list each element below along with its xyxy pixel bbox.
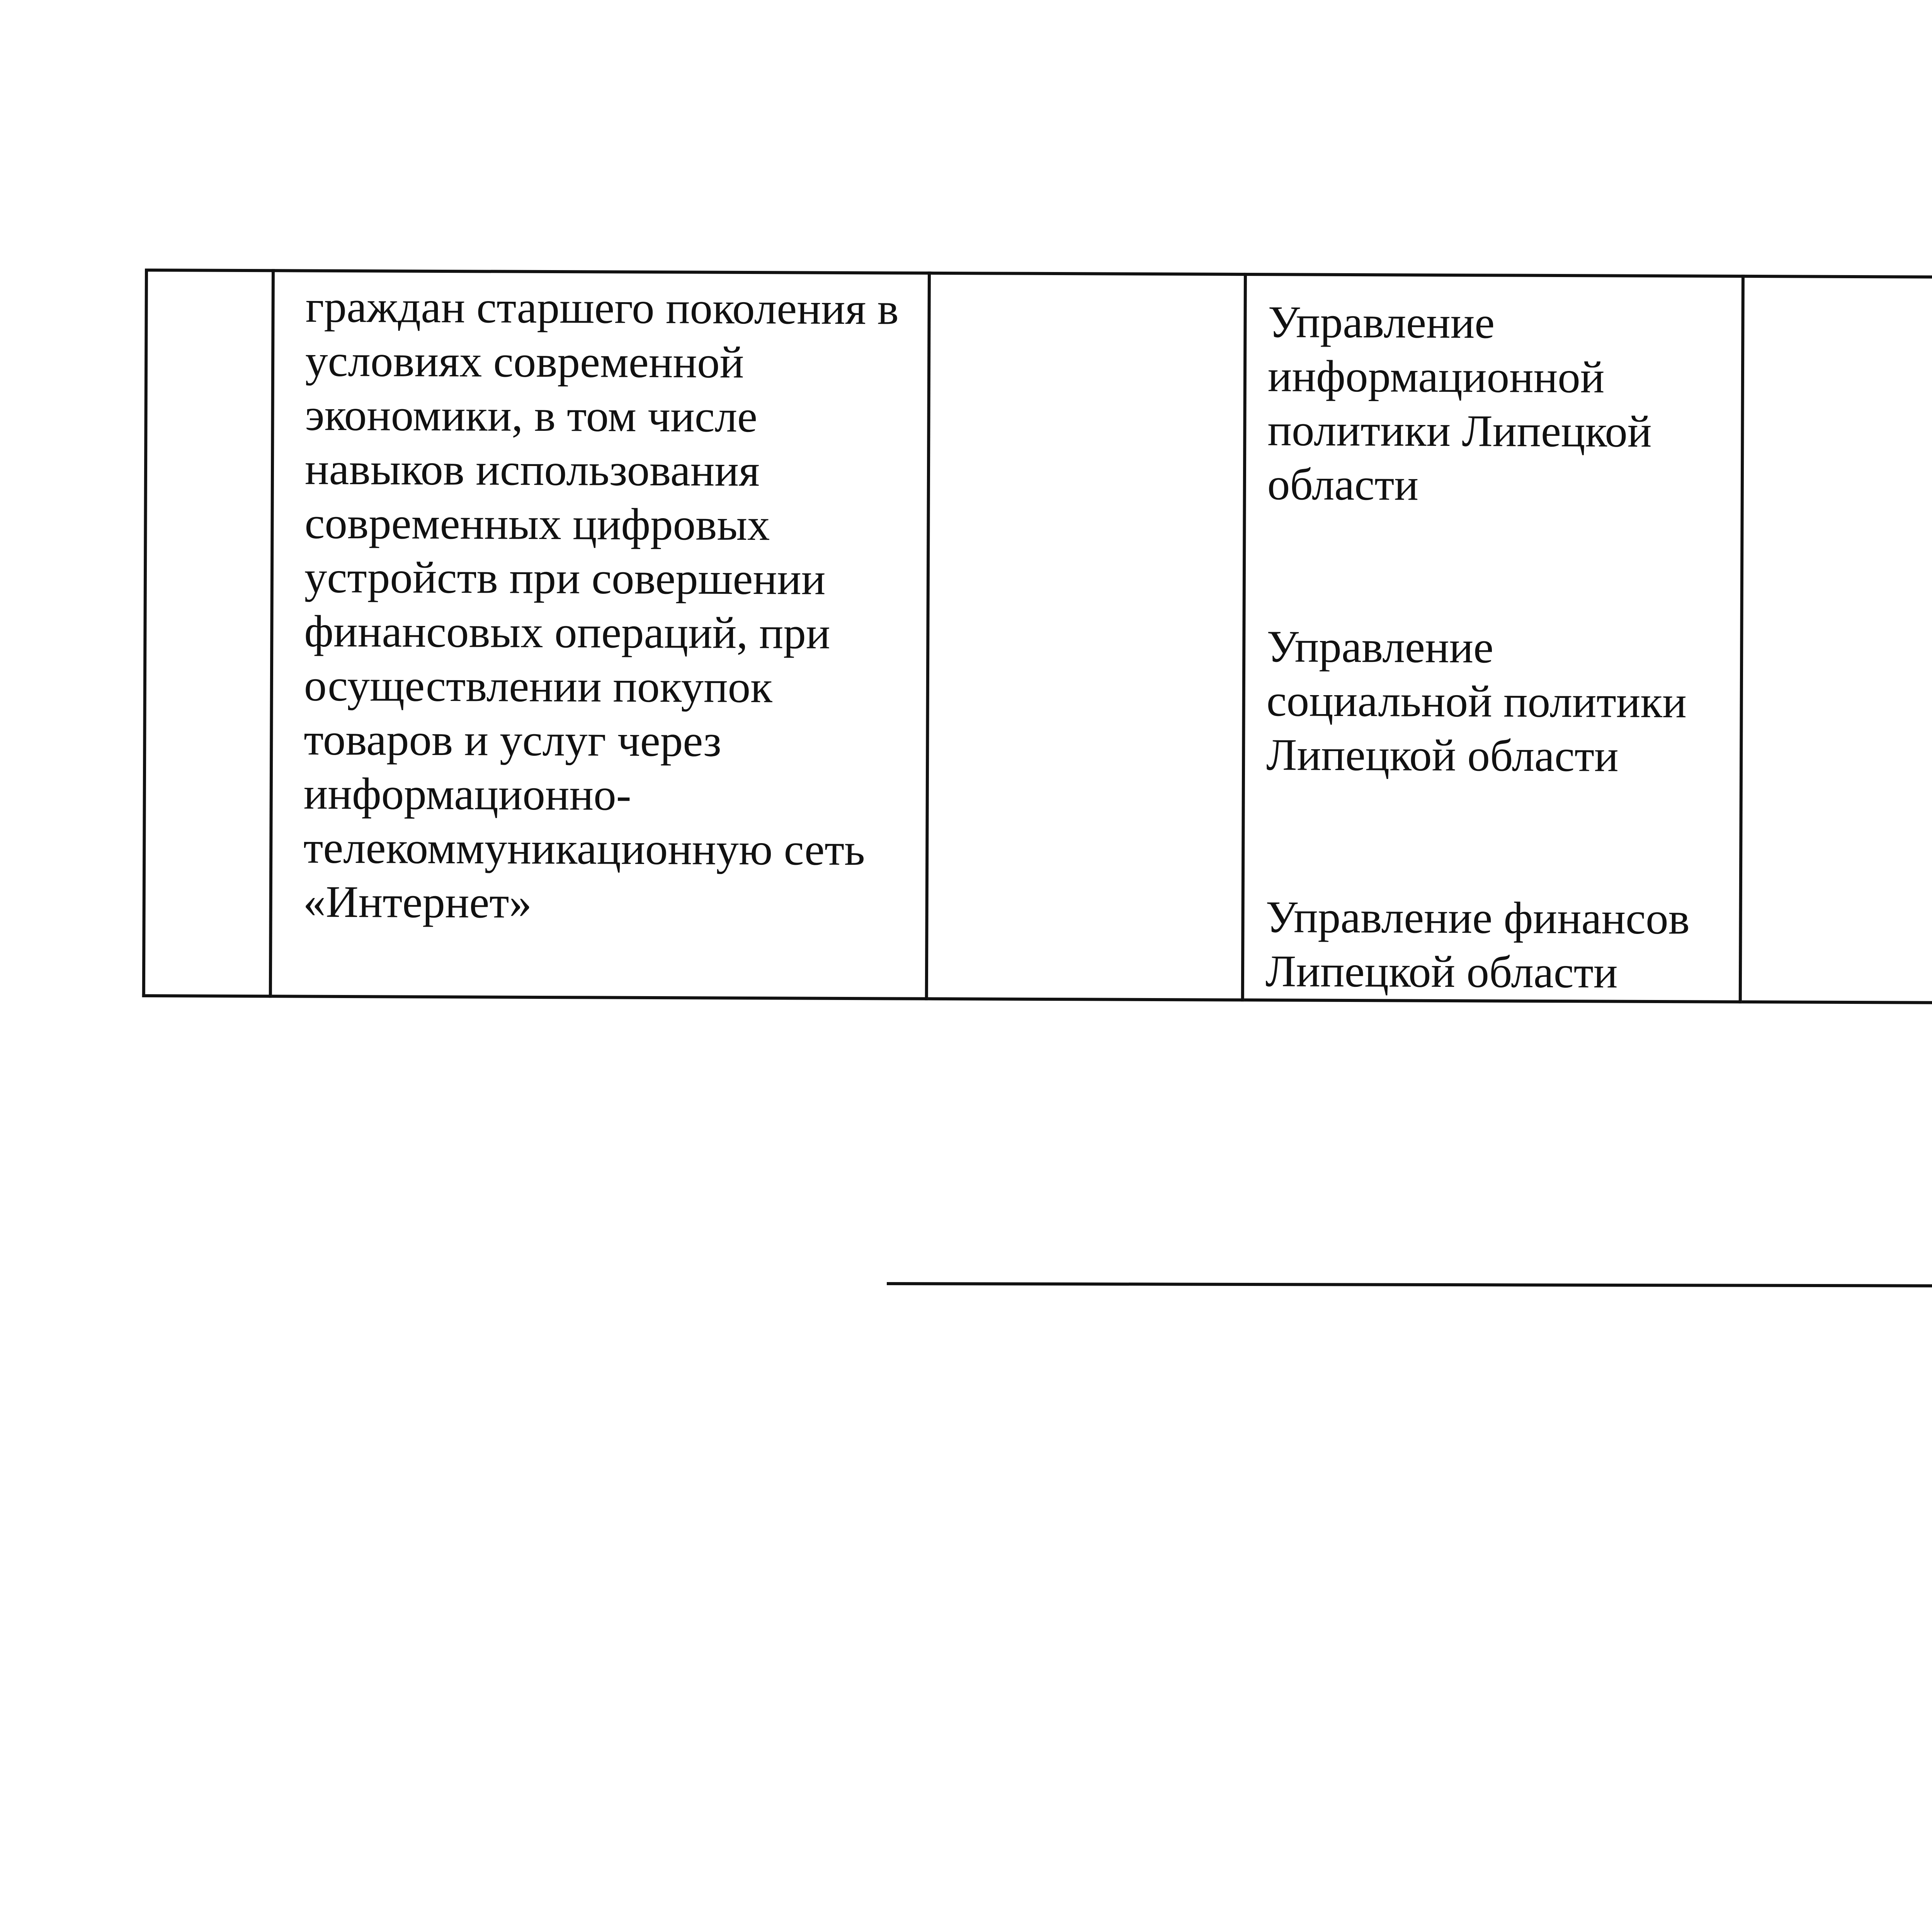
- table-row: [144, 270, 1932, 1006]
- measures-table: [142, 269, 1932, 1007]
- cell-empty-1: [927, 273, 1245, 1000]
- responsible-info-policy: Управление информационной политики Липецкой области: [1267, 297, 1652, 510]
- cell-number: [144, 270, 273, 996]
- responsible-list: [1244, 276, 1742, 1000]
- cell-empty-2: [1740, 276, 1932, 1005]
- cell-description: [270, 270, 929, 999]
- end-divider-line: [887, 1282, 1932, 1287]
- description-text: граждан старшего поколения в условиях современной экономики, в том числе навыков использования современных цифровых устройств при совершении финансовых операций, при осуществлении покупок товаров и услуг через информационно- телекоммуникационную сеть «Интернет»: [303, 282, 899, 928]
- responsible-finance: Управление финансов Липецкой области: [1265, 892, 1690, 998]
- cell-responsible: [1243, 274, 1743, 1002]
- responsible-social-policy: Управление социальной политики Липецкой области: [1266, 622, 1687, 781]
